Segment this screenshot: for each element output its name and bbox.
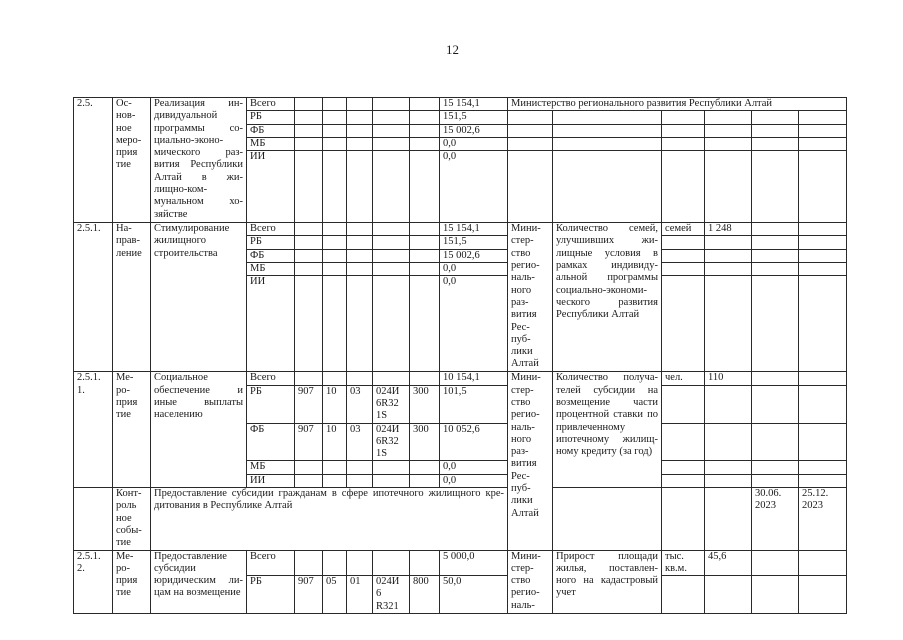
indicator-unit: семей xyxy=(662,223,705,236)
funding-source: Всего xyxy=(247,372,295,385)
row-type: Ме- ро- прия тие xyxy=(113,372,151,488)
amount: 151,5 xyxy=(440,236,508,249)
funding-source: РБ xyxy=(247,236,295,249)
amount: 0,0 xyxy=(440,151,508,223)
amount: 0,0 xyxy=(440,137,508,150)
row-name: Социальное обеспечение и иные выплаты населению xyxy=(151,372,247,488)
funding-source: РБ xyxy=(247,385,295,423)
control-date-start: 30.06. 2023 xyxy=(752,488,799,550)
funding-source: ФБ xyxy=(247,423,295,461)
control-event-type: Конт- роль ное собы- тие xyxy=(113,488,151,550)
executor: Министерство регионального развития Республики Алтай xyxy=(508,98,847,111)
amount: 15 154,1 xyxy=(440,98,508,111)
amount: 15 002,6 xyxy=(440,249,508,262)
table-row xyxy=(74,98,847,111)
grbs-code: 907 xyxy=(295,423,323,461)
amount: 0,0 xyxy=(440,276,508,372)
indicator-unit: тыс. кв.м. xyxy=(662,550,705,576)
executor: Мини- стер- ство регио- наль- xyxy=(508,550,553,614)
indicator-unit: чел. xyxy=(662,372,705,385)
section-code: 10 xyxy=(323,423,347,461)
section-code: 10 xyxy=(323,385,347,423)
subsection-code: 03 xyxy=(347,423,373,461)
subsection-code: 03 xyxy=(347,385,373,423)
funding-source: ИИ xyxy=(247,474,295,487)
indicator: Прирост площади жилья, поставлен- ного на кадастровый учет xyxy=(553,550,662,614)
row-number: 2.5.1. 2. xyxy=(74,550,113,614)
table-row xyxy=(74,488,847,550)
executor: Мини- стер- ство регио- наль- ного раз- вития Рес- пуб- лики Алтай xyxy=(508,372,553,550)
row-number: 2.5. xyxy=(74,98,113,223)
amount: 10 154,1 xyxy=(440,372,508,385)
row-number: 2.5.1. xyxy=(74,223,113,372)
grbs-code: 907 xyxy=(295,385,323,423)
amount: 0,0 xyxy=(440,263,508,276)
amount: 0,0 xyxy=(440,474,508,487)
indicator-value: 45,6 xyxy=(705,550,752,576)
row-number: 2.5.1. 1. xyxy=(74,372,113,488)
amount: 0,0 xyxy=(440,461,508,474)
indicator-value: 1 248 xyxy=(705,223,752,236)
row-name: Реализация ин- дивидуальной программы со- циально-эконо- мического раз- вития Республики Алтай в жи- лищно-ком- мунальном хо- зяйстве xyxy=(151,98,247,223)
funding-source: ИИ xyxy=(247,276,295,372)
amount: 15 002,6 xyxy=(440,124,508,137)
target-code: 024И 6R32 1S xyxy=(373,423,410,461)
amount: 5 000,0 xyxy=(440,550,508,576)
amount: 151,5 xyxy=(440,111,508,124)
row-type: Ме- ро- прия тие xyxy=(113,550,151,614)
funding-source: ФБ xyxy=(247,124,295,137)
funding-source: Всего xyxy=(247,98,295,111)
page-number: 12 xyxy=(446,42,459,57)
funding-source: МБ xyxy=(247,137,295,150)
amount: 101,5 xyxy=(440,385,508,423)
grbs-code: 907 xyxy=(295,576,323,614)
target-code: 024И 6R32 1S xyxy=(373,385,410,423)
indicator: Количество получа- телей субсидии на возмещение части процентной ставки по привлеченному ипотечному жилищ- ному кредиту (за год) xyxy=(553,372,662,488)
expense-type-code: 300 xyxy=(410,423,440,461)
amount: 50,0 xyxy=(440,576,508,614)
table-row xyxy=(74,372,847,385)
row-name: Стимулирование жилищного строительства xyxy=(151,223,247,372)
subsection-code: 01 xyxy=(347,576,373,614)
funding-source: Всего xyxy=(247,550,295,576)
section-code: 05 xyxy=(323,576,347,614)
table-row xyxy=(74,223,847,236)
funding-source: ИИ xyxy=(247,151,295,223)
row-type: Ос- нов- ное меро- прия тие xyxy=(113,98,151,223)
row-name: Предоставление субсидии юридическим ли- цам на возмещение xyxy=(151,550,247,614)
amount: 10 052,6 xyxy=(440,423,508,461)
control-date-end: 25.12. 2023 xyxy=(799,488,847,550)
indicator: Количество семей, улучшивших жи- лищные условия в рамках индивиду- альной программы социально-экономи- ческого развития Республики Алтай xyxy=(553,223,662,372)
funding-source: ФБ xyxy=(247,249,295,262)
funding-source: РБ xyxy=(247,111,295,124)
amount: 15 154,1 xyxy=(440,223,508,236)
control-event-text: Предоставление субсидии гражданам в сфере ипотечного жилищного кре- дитования в Республике Алтай xyxy=(151,488,508,550)
executor: Мини- стер- ство регио- наль- ного раз- вития Рес- пуб- лики Алтай xyxy=(508,223,553,372)
row-type: На- прав- ление xyxy=(113,223,151,372)
funding-source: МБ xyxy=(247,461,295,474)
indicator-value: 110 xyxy=(705,372,752,385)
program-table xyxy=(73,97,847,614)
expense-type-code: 800 xyxy=(410,576,440,614)
funding-source: МБ xyxy=(247,263,295,276)
funding-source: РБ xyxy=(247,576,295,614)
funding-source: Всего xyxy=(247,223,295,236)
target-code: 024И 6 R321 xyxy=(373,576,410,614)
table-row xyxy=(74,550,847,576)
expense-type-code: 300 xyxy=(410,385,440,423)
